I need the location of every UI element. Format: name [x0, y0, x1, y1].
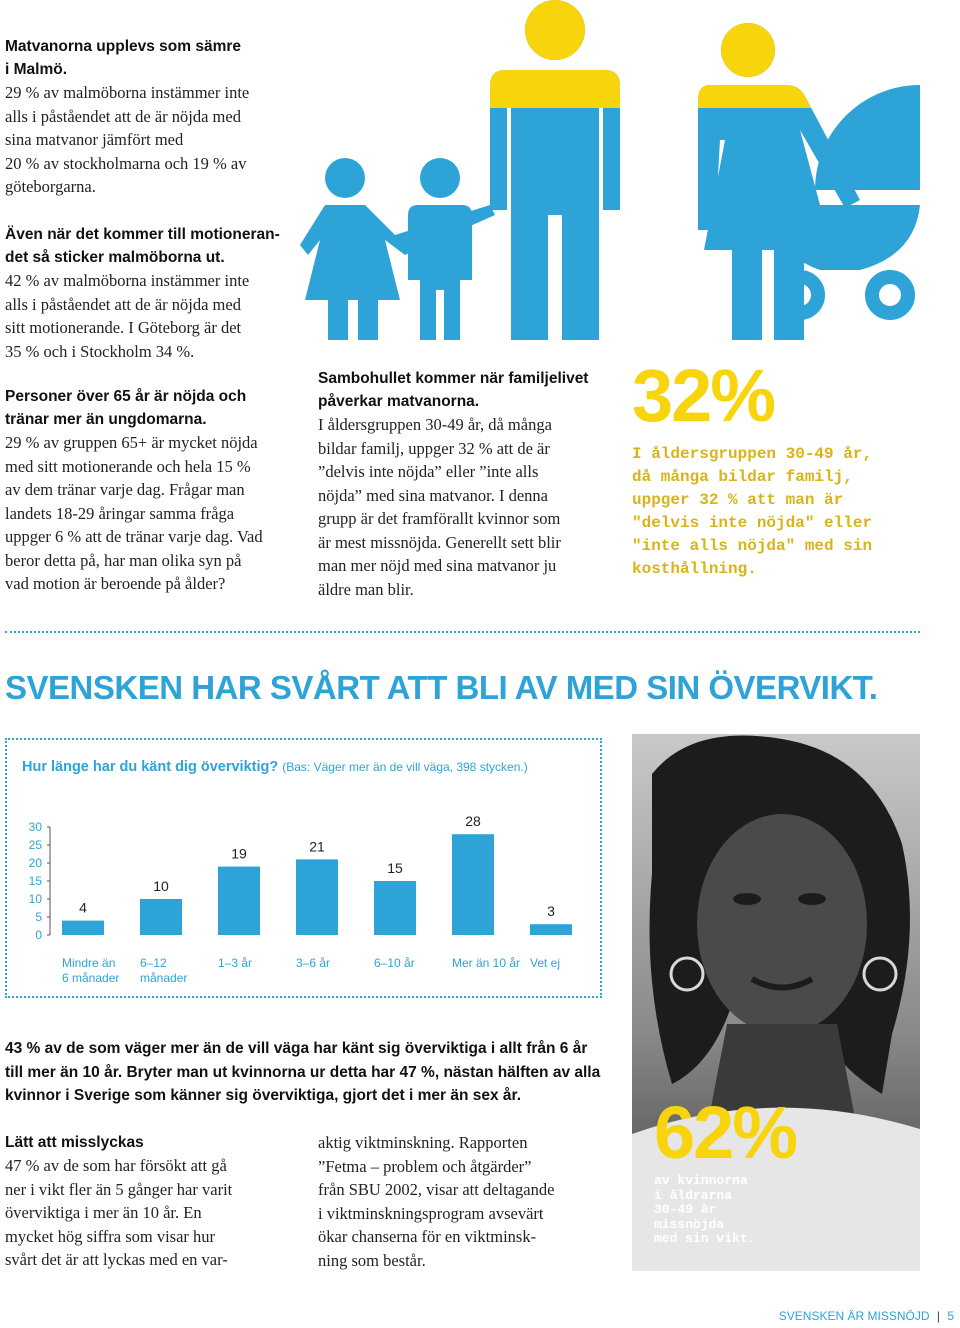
y-tick-label: 15 — [28, 874, 42, 888]
category-label: 6–12 — [140, 956, 167, 970]
section-body: vad motion är beroende på ålder? — [5, 574, 226, 593]
bar — [140, 899, 182, 935]
section-heading: det så sticker malmöborna ut. — [5, 249, 225, 266]
bar — [374, 881, 416, 935]
callout-text: missnöjda — [654, 1216, 725, 1232]
category-label: 6–10 år — [374, 956, 415, 970]
callout-text: av kvinnorna — [654, 1173, 748, 1188]
section-body: av dem tränar varje dag. Frågar man — [5, 480, 245, 499]
callout-text: då många bildar familj, — [632, 468, 853, 486]
footer-separator: | — [936, 1309, 940, 1323]
bar-value-label: 21 — [309, 838, 325, 855]
category-label: 3–6 år — [296, 956, 331, 970]
section-body: ning som består. — [318, 1250, 426, 1270]
summary-line: 43 % av de som väger mer än de vill väga har känt sig överviktiga i allt från 6 år — [5, 1040, 588, 1057]
section-body: alls i påståendet att de är nöjda med — [5, 106, 241, 126]
bar-value-label: 10 — [153, 878, 169, 894]
section-body: uppger 6 % att de tränar varje dag. Vad — [5, 527, 263, 546]
category-label: Mindre än — [62, 956, 116, 970]
pram-figure — [815, 85, 920, 190]
category-label: månader — [140, 971, 188, 985]
family-figures — [300, 0, 920, 340]
section-body: med sitt motionerande och hela 15 % — [5, 456, 251, 476]
section-body: grupp är det framförallt kvinnor som — [318, 509, 561, 528]
bar-value-label: 3 — [547, 903, 555, 920]
category-label: 1–3 år — [218, 956, 253, 970]
callout-text: i åldrarna — [654, 1187, 733, 1203]
callout-text: "delvis inte nöjda" eller — [632, 514, 873, 532]
bar — [452, 834, 494, 935]
section-heading: tränar mer än ungdomarna. — [5, 411, 207, 428]
girl-figure — [325, 158, 365, 198]
overweight-duration-chart — [5, 790, 600, 990]
callout-text: uppger 32 % att man är — [632, 491, 844, 509]
family-illustration — [300, 0, 930, 355]
section-body: beror detta på, har man olika syn på — [5, 550, 242, 570]
page-number: 5 — [947, 1309, 954, 1323]
section-motion-malmo — [5, 223, 305, 363]
bar — [218, 867, 260, 935]
section-heading: Sambohullet kommer när familjelivet — [318, 370, 589, 387]
summary-text — [5, 1037, 615, 1108]
section-body: 47 % av de som har försökt att gå — [5, 1156, 227, 1175]
section-matvanor-malmo — [5, 35, 305, 199]
section-latt-att-misslyckas — [5, 1131, 305, 1272]
section-body: ökar chanserna för en viktminsk- — [318, 1227, 537, 1246]
section-body: ”Fetma – problem och åtgärder” — [318, 1156, 532, 1176]
section-body: bildar familj, uppger 32 % att de är — [318, 438, 550, 458]
section-body: är mest missnöjda. Generellt sett blir — [318, 532, 561, 552]
section-heading: Även när det kommer till motioneran- — [5, 226, 280, 243]
chart-question — [22, 757, 602, 777]
section-body: i viktminskningsprogram avsevärt — [318, 1203, 544, 1223]
callout-text: 30-49 år — [654, 1202, 717, 1217]
section-body: man mer nöjd med sina matvanor ju — [318, 556, 557, 575]
section-body: 42 % av malmöborna instämmer inte — [5, 271, 250, 290]
section-body: 29 % av gruppen 65+ är mycket nöjda — [5, 433, 258, 452]
section-divider — [5, 631, 920, 633]
section-body: sina matvanor jämfört med — [5, 130, 184, 149]
section-body: aktig viktminskning. Rapporten — [318, 1133, 528, 1152]
callout-text: I åldersgruppen 30-49 år, — [632, 445, 873, 463]
section-body: ”delvis inte nöjda” eller ”inte alls — [318, 462, 539, 481]
chart-box-bottom-edge — [5, 996, 602, 998]
bar — [530, 924, 572, 935]
section-body: mycket hög siffra som visar hur — [5, 1226, 216, 1246]
section-body: 20 % av stockholmarna och 19 % av — [5, 153, 247, 173]
section-body: I åldersgruppen 30-49 år, då många — [318, 415, 552, 434]
y-tick-label: 25 — [28, 838, 42, 852]
bar — [62, 921, 104, 935]
main-heading: SVENSKEN HAR SVÅRT ATT BLI AV MED SIN ÖVERVIKT. — [5, 669, 878, 706]
boy-figure — [420, 158, 460, 198]
summary-line: kvinnor i Sverige som känner sig överviktiga, gjort det i mer än sex år. — [5, 1087, 522, 1104]
y-tick-label: 10 — [28, 892, 42, 906]
section-body: 29 % av malmöborna instämmer inte — [5, 83, 250, 102]
y-tick-label: 0 — [35, 928, 42, 942]
category-label: 6 månader — [62, 971, 120, 985]
section-body: sitt motionerande. I Göteborg är det — [5, 318, 242, 337]
callout-text: kosthållning. — [632, 560, 757, 578]
section-65-plus — [5, 385, 305, 596]
callout-number: 62% — [654, 1091, 797, 1174]
callout-62-percent — [654, 1092, 914, 1247]
section-body: överviktiga i mer än 10 år. En — [5, 1203, 202, 1222]
y-tick-label: 30 — [28, 820, 42, 834]
section-body: alls i påståendet att de är nöjda med — [5, 294, 241, 314]
bar-value-label: 15 — [387, 860, 403, 876]
footer-label: SVENSKEN ÄR MISSNÖJD — [778, 1309, 930, 1323]
page-footer — [779, 1308, 954, 1324]
bar — [296, 859, 338, 935]
section-heading: Matvanorna upplevs som sämre — [5, 38, 242, 55]
chart-question-text: Hur länge har du känt dig överviktig? — [22, 759, 279, 775]
section-body: nöjda” med sina matvanor. I denna — [318, 485, 549, 505]
callout-32-percent — [632, 355, 952, 581]
callout-text: "inte alls nöjda" med sin — [632, 537, 873, 555]
bar-value-label: 19 — [231, 845, 247, 862]
callout-number: 32% — [632, 354, 775, 437]
section-latt-att-misslyckas-cont — [318, 1131, 618, 1272]
callout-text: med sin vikt. — [654, 1231, 756, 1246]
category-label: Mer än 10 år — [452, 956, 521, 970]
section-sambohullet — [318, 367, 618, 601]
section-heading: Personer över 65 år är nöjda och — [5, 388, 247, 405]
bar-value-label: 28 — [465, 813, 481, 830]
section-heading: Lätt att misslyckas — [5, 1134, 144, 1151]
y-tick-label: 5 — [35, 910, 42, 924]
category-label: Vet ej — [530, 956, 561, 970]
section-body: göteborgarna. — [5, 177, 96, 196]
section-body: från SBU 2002, visar att deltagande — [318, 1180, 555, 1199]
section-heading: påverkar matvanorna. — [318, 393, 480, 410]
bar-value-label: 4 — [79, 899, 87, 916]
section-body: svårt det är att lyckas med en var- — [5, 1250, 228, 1269]
y-tick-label: 20 — [28, 856, 42, 870]
section-body: äldre man blir. — [318, 579, 414, 599]
summary-line: till mer än 10 år. Bryter man ut kvinnorna ur detta har 47 %, nästan hälften av alla — [5, 1063, 601, 1081]
section-body: landets 18-29 åringar samma fråga — [5, 503, 235, 523]
chart-base-note: (Bas: Väger mer än de vill väga, 398 stycken.) — [282, 760, 528, 774]
section-body: ner i vikt fler än 5 gånger har varit — [5, 1179, 233, 1199]
section-body: 35 % och i Stockholm 34 %. — [5, 341, 195, 361]
section-heading: i Malmö. — [5, 61, 68, 78]
